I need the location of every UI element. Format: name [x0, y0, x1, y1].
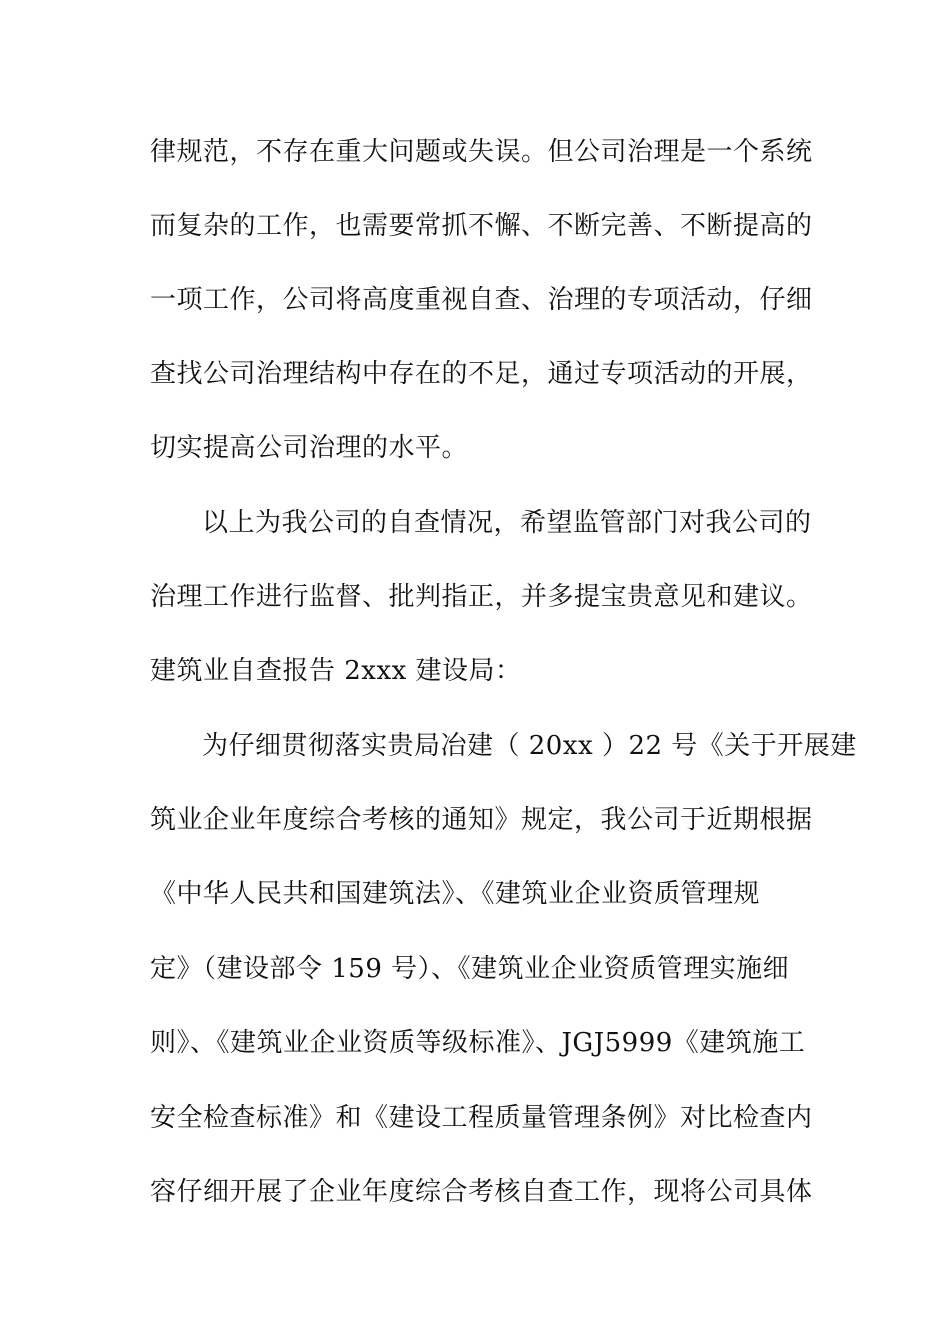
text-line: 安全检查标准》和《建设工程质量管理条例》对比检查内	[150, 1103, 813, 1133]
text-line: 查找公司治理结构中存在的不足，通过专项活动的开展，	[150, 359, 813, 389]
text-line: 律规范，不存在重大问题或失误。但公司治理是一个系统	[150, 137, 813, 167]
text-line: 治理工作进行监督、批判指正，并多提宝贵意见和建议。	[150, 582, 813, 612]
text-line: 则》、《建筑业企业资质等级标准》、JGJ5999《建筑施工	[150, 1028, 806, 1058]
paragraph-first-line: 以上为我公司的自查情况，希望监管部门对我公司的	[202, 508, 812, 538]
text-line: 一项工作，公司将高度重视自查、治理的专项活动，仔细	[150, 285, 813, 315]
text-line: 《中华人民共和国建筑法》、《建筑业企业资质管理规	[150, 879, 761, 909]
text-line: 容仔细开展了企业年度综合考核自查工作，现将公司具体	[150, 1177, 813, 1207]
text-line: 筑业企业年度综合考核的通知》规定，我公司于近期根据	[150, 805, 813, 835]
paragraph-first-line: 为仔细贯彻落实贵局冶建（ 20xx ）22 号《关于开展建	[202, 731, 857, 761]
text-line: 定》（建设部令 159 号）、《建筑业企业资质管理实施细	[150, 954, 790, 984]
text-line: 而复杂的工作，也需要常抓不懈、不断完善、不断提高的	[150, 211, 813, 241]
section-heading: 建筑业自查报告 2xxx 建设局：	[150, 656, 522, 686]
text-line: 切实提高公司治理的水平。	[150, 433, 469, 463]
